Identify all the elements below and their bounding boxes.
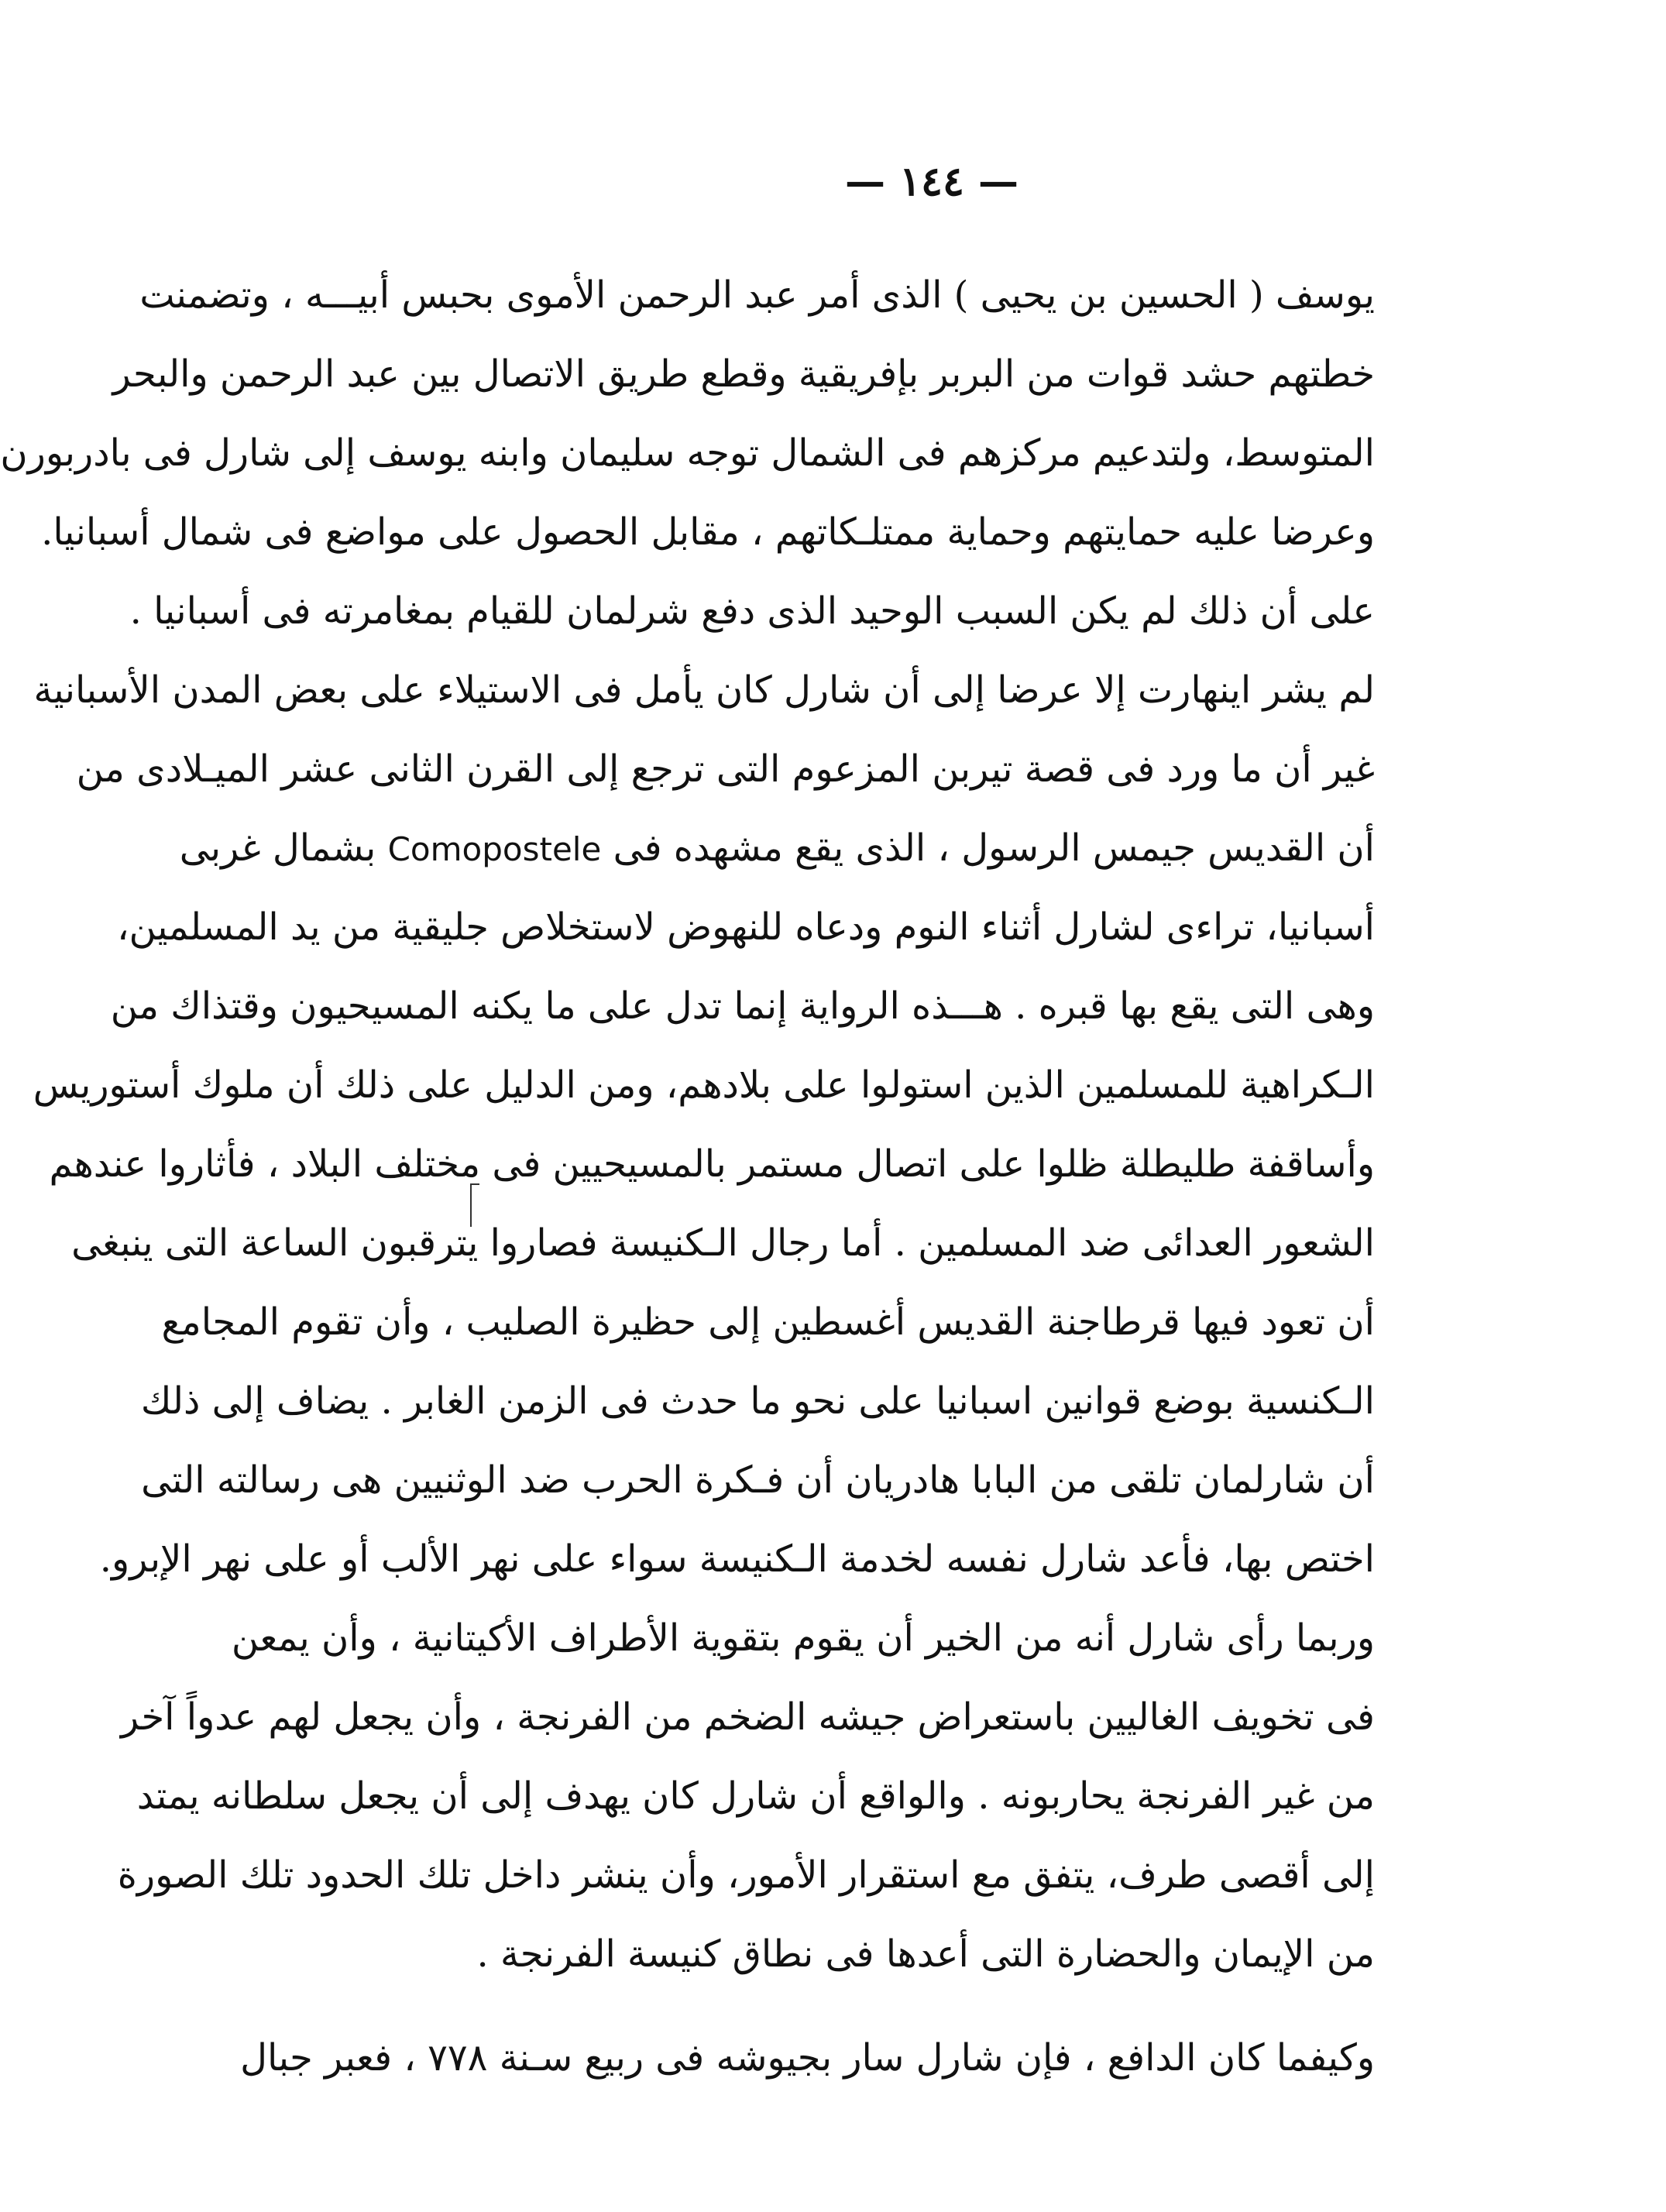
text-line-10: وهى التى يقع بها قبره . هـــذه الرواية إنما تدل على ما يكنه المسيحيون وقتذاك من	[110, 984, 1375, 1028]
text-line-15: الـكنسية بوضع قوانين اسبانيا على نحو ما حدث فى الزمن الغابر . يضاف إلى ذلك	[140, 1379, 1375, 1423]
text-line-4: وعرضا عليه حمايتهم وحماية ممتلـكاتهم ، مقابل الحصول على مواضع فى شمال أسبانيا.	[41, 510, 1375, 554]
text-line-13: الشعور العدائى ضد المسلمين . أما رجال الـكنيسة فصاروا يترقبون الساعة التى ينبغى	[71, 1221, 1375, 1265]
text-line-22: من الإيمان والحضارة التى أعدها فى نطاق كنيسة الفرنجة .	[476, 1932, 1375, 1976]
text-line-1: يوسف ( الحسين بن يحيى ) الذى أمر عبد الرحمن الأموى بحبس أبيـــه ، وتضمنت	[139, 273, 1375, 317]
text-line-8-start: أن القديس جيمس الرسول ، الذى يقع مشهده فى	[613, 826, 1375, 870]
text-line-2: خطتهم حشد قوات من البربر بإفريقية وقطع طريق الاتصال بين عبد الرحمن والبحر	[112, 352, 1375, 396]
text-line-8-end: بشمال غربى	[179, 826, 376, 870]
text-line-5: على أن ذلك لم يكن السبب الوحيد الذى دفع شرلمان للقيام بمغامرته فى أسبانيا .	[129, 589, 1375, 633]
text-line-6: لم يشر اينهارت إلا عرضا إلى أن شارل كان يأمل فى الاستيلاء على بعض المدن الأسبانية	[33, 668, 1375, 712]
text-line-14: أن تعود فيها قرطاجنة القديس أغسطين إلى حظيرة الصليب ، وأن تقوم المجامع	[161, 1300, 1375, 1344]
text-line-18: وربما رأى شارل أنه من الخير أن يقوم بتقوية الأطراف الأكيتانية ، وأن يمعن	[231, 1616, 1375, 1660]
latin-place-name: Comopostele	[387, 830, 602, 868]
text-line-3: المتوسط، ولتدعيم مركزهم فى الشمال توجه سليمان وابنه يوسف إلى شارل فى بادربورن	[0, 431, 1375, 475]
text-line-20: من غير الفرنجة يحاربونه . والواقع أن شارل كان يهدف إلى أن يجعل سلطانه يمتد	[136, 1774, 1375, 1818]
text-line-23: وكيفما كان الدافع ، فإن شارل سار بجيوشه فى ربيع سـنة ٧٧٨ ، فعبر جبال	[240, 2036, 1375, 2080]
text-line-7: غير أن ما ورد فى قصة تيربن المزعوم التى ترجع إلى القرن الثانى عشر الميـلادى من	[76, 747, 1375, 791]
text-line-8	[179, 809, 1375, 888]
text-line-12: وأساقفة طليطلة ظلوا على اتصال مستمر بالمسيحيين فى مختلف البلاد ، فأثاروا عندهم	[49, 1142, 1375, 1186]
body-text	[0, 256, 1375, 2097]
text-line-11: الـكراهية للمسلمين الذين استولوا على بلادهم، ومن الدليل على ذلك أن ملوك أستوريس	[33, 1063, 1375, 1107]
page-number: — ١٤٤ —	[844, 158, 1018, 205]
text-line-17: اختص بها، فأعد شارل نفسه لخدمة الـكنيسة سواء على نهر الألب أو على نهر الإبرو.	[99, 1537, 1375, 1581]
text-line-19: فى تخويف الغاليين باستعراض جيشه الضخم من الفرنجة ، وأن يجعل لهم عدواً آخر	[121, 1695, 1375, 1739]
text-line-21: إلى أقصى طرف، يتفق مع استقرار الأمور، وأن ينشر داخل تلك الحدود تلك الصورة	[117, 1853, 1375, 1897]
text-line-9: أسبانيا، تراءى لشارل أثناء النوم ودعاه للنهوض لاستخلاص جليقية من يد المسلمين،	[117, 905, 1375, 949]
text-line-16: أن شارلمان تلقى من البابا هادريان أن فـكرة الحرب ضد الوثنيين هى رسالته التى	[141, 1458, 1375, 1502]
